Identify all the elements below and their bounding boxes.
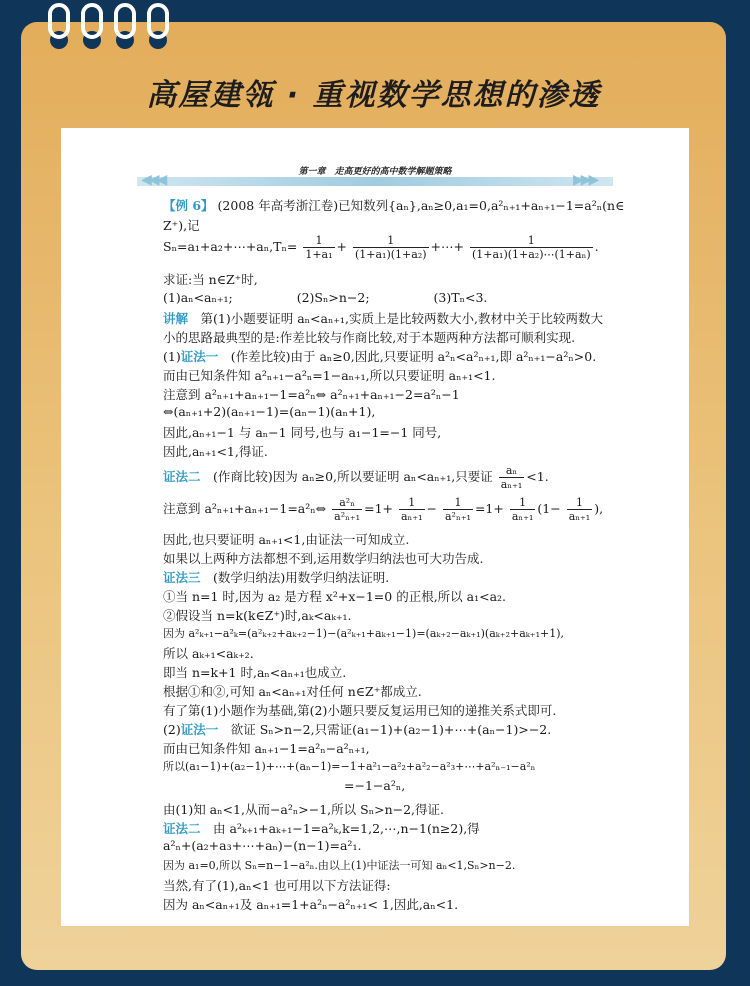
text: a²ₙ+(a₂+a₃+⋯+aₙ)−(n−1)=a²₁. bbox=[163, 838, 362, 853]
text-line-15 bbox=[163, 496, 603, 523]
text-line-20 bbox=[163, 606, 352, 624]
text: . bbox=[594, 239, 599, 254]
text: <1. bbox=[526, 469, 549, 484]
text: 因此,也只要证明 aₙ₊₁<1,由证法一可知成立. bbox=[163, 532, 410, 547]
text-line-28 bbox=[163, 758, 535, 774]
text: +⋯+ bbox=[430, 239, 464, 254]
text: (2008 年高考浙江卷)已知数列{aₙ},aₙ≥0,a₁=0,a²ₙ₊₁+aₙ₊₁−1=a²ₙ(n∈ bbox=[217, 198, 625, 213]
denominator: 1+a₁ bbox=[305, 248, 333, 261]
text: 而由已知条件知 a²ₙ₊₁−a²ₙ=1−aₙ₊₁,所以只要证明 aₙ₊₁<1. bbox=[163, 368, 496, 383]
text: (2) bbox=[163, 722, 181, 737]
text-line-25 bbox=[163, 701, 556, 719]
text-line-32 bbox=[163, 838, 361, 853]
text: 因此,aₙ₊₁<1,得证. bbox=[163, 444, 268, 459]
text: 因为 a₁=0,所以 Sₙ=n−1−a²ₙ.由以上(1)中证法一可知 aₙ<1,Sₙ>n−2. bbox=[163, 859, 516, 872]
text: (1)aₙ<aₙ₊₁; bbox=[163, 290, 233, 305]
text: Z⁺),记 bbox=[163, 218, 200, 233]
binder-ring-4 bbox=[147, 3, 169, 39]
text-line-19 bbox=[163, 587, 506, 605]
text: =1+ bbox=[364, 501, 393, 516]
fraction bbox=[470, 234, 593, 261]
text-line-2 bbox=[163, 216, 200, 234]
text: (2)Sₙ>n−2; bbox=[296, 290, 370, 305]
text-line-11 bbox=[163, 404, 375, 419]
fraction bbox=[303, 234, 334, 261]
text: 因为 a²ₖ₊₁−a²ₖ=(a²ₖ₊₂+aₖ₊₂−1)−(a²ₖ₊₁+aₖ₊₁−1)=(aₖ₊₂−aₖ₊₁)(aₖ₊₂+aₖ₊₁+1), bbox=[163, 627, 564, 640]
numerator: 1 bbox=[567, 496, 593, 510]
text: 由(1)知 aₙ<1,从而−a²ₙ>−1,所以 Sₙ>n−2,得证. bbox=[163, 802, 445, 817]
text-line-33 bbox=[163, 857, 515, 873]
left-arrows-icon: ◀◀◀ bbox=[141, 172, 165, 188]
fraction bbox=[499, 464, 525, 491]
denominator: a²ₙ₊₁ bbox=[334, 510, 361, 523]
text-line-16 bbox=[163, 530, 409, 548]
tag: 证法一 bbox=[180, 722, 219, 737]
numerator: 1 bbox=[443, 496, 473, 510]
text: (数学归纳法)用数学归纳法证明. bbox=[200, 570, 390, 585]
denominator: a²ₙ₊₁ bbox=[445, 510, 471, 523]
text: 第(1)小题要证明 aₙ<aₙ₊₁,实质上是比较两数大小,教材中关于比较两数大 bbox=[188, 311, 603, 326]
tag: 证法三 bbox=[163, 570, 201, 585]
text: (3)Tₙ<3. bbox=[433, 290, 488, 305]
text: ⇔(aₙ₊₁+2)(aₙ₊₁−1)=(aₙ−1)(aₙ+1), bbox=[163, 404, 376, 419]
book-page bbox=[61, 128, 689, 926]
denominator: (1+a₁)(1+a₂) bbox=[354, 248, 427, 261]
text-line-5 bbox=[163, 290, 487, 305]
text: =−1−a²ₙ, bbox=[344, 778, 406, 793]
banner-headline: 高屋建瓴 · 重视数学思想的渗透 bbox=[146, 78, 601, 113]
text: (作差比较)由于 aₙ≥0,因此,只要证明 a²ₙ<a²ₙ₊₁,即 a²ₙ₊₁−a²ₙ>0. bbox=[218, 349, 597, 364]
text-line-27 bbox=[163, 739, 370, 757]
text: 因为 aₙ<aₙ₊₁及 aₙ₊₁=1+a²ₙ−a²ₙ₊₁< 1,因此,aₙ<1. bbox=[163, 897, 459, 912]
text: 根据①和②,可知 aₙ<aₙ₊₁对任何 n∈Z⁺都成立. bbox=[163, 684, 422, 699]
text: 即当 n=k+1 时,aₙ<aₙ₊₁也成立. bbox=[163, 665, 347, 680]
text-line-7 bbox=[163, 328, 575, 346]
tag: 证法二 bbox=[163, 469, 201, 484]
example-label: 【例 6】 bbox=[163, 198, 214, 213]
text-line-34 bbox=[163, 876, 391, 894]
denominator: aₙ₊₁ bbox=[400, 510, 423, 523]
binder-ring-2 bbox=[81, 3, 103, 39]
text: 所以 aₖ₊₁<aₖ₊₂. bbox=[163, 646, 254, 661]
text-line-21 bbox=[163, 625, 564, 641]
text: 如果以上两种方法都想不到,运用数学归纳法也可大功告成. bbox=[163, 551, 484, 566]
header-band bbox=[137, 177, 613, 186]
text-line-31 bbox=[163, 819, 480, 837]
text-line-6 bbox=[163, 309, 603, 327]
text: 由 a²ₖ₊₁+aₖ₊₁−1=a²ₖ,k=1,2,⋯,n−1(n≥2),得 bbox=[200, 821, 480, 836]
text: (1− bbox=[537, 501, 561, 516]
numerator: 1 bbox=[510, 496, 536, 510]
text: − bbox=[426, 501, 438, 516]
text: 小的思路最典型的是:作差比较与作商比较,对于本题两种方法都可顺利实现. bbox=[163, 330, 576, 345]
text-line-9 bbox=[163, 366, 495, 384]
numerator: 1 bbox=[303, 234, 334, 248]
text: ), bbox=[594, 501, 604, 516]
text-line-30 bbox=[163, 800, 444, 818]
right-arrows-icon: ▶▶▶ bbox=[573, 172, 597, 188]
text: 当然,有了(1),aₙ<1 也可用以下方法证得: bbox=[163, 878, 391, 893]
binder-rings bbox=[48, 3, 178, 53]
text-line-23 bbox=[163, 663, 346, 681]
text-line-22 bbox=[163, 644, 254, 662]
fraction bbox=[443, 496, 473, 523]
text-line-14 bbox=[163, 464, 549, 491]
numerator: 1 bbox=[399, 496, 425, 510]
text-line-26 bbox=[163, 720, 551, 738]
text: 而由已知条件知 aₙ₊₁−1=a²ₙ−a²ₙ₊₁, bbox=[163, 741, 370, 756]
text: ②假设当 n=k(k∈Z⁺)时,aₖ<aₖ₊₁. bbox=[163, 608, 352, 623]
fraction bbox=[353, 234, 429, 261]
text-line-4 bbox=[163, 270, 258, 288]
text: 因此,aₙ₊₁−1 与 aₙ−1 同号,也与 a₁−1=−1 同号, bbox=[163, 425, 442, 440]
text: 求证:当 n∈Z⁺时, bbox=[163, 272, 258, 287]
text-line-10 bbox=[163, 385, 460, 403]
text: 注意到 a²ₙ₊₁+aₙ₊₁−1=a²ₙ⇔ a²ₙ₊₁+aₙ₊₁−2=a²ₙ−1 bbox=[163, 387, 460, 402]
text-line-17 bbox=[163, 549, 483, 567]
tag: 证法二 bbox=[163, 821, 201, 836]
text: =1+ bbox=[474, 501, 504, 516]
text-line-13 bbox=[163, 442, 268, 460]
text-line-29 bbox=[344, 778, 405, 793]
numerator: 1 bbox=[470, 234, 593, 248]
text-line-12 bbox=[163, 423, 441, 441]
text: 有了第(1)小题作为基础,第(2)小题只要反复运用已知的递推关系式即可. bbox=[163, 703, 557, 718]
binder-ring-1 bbox=[48, 3, 70, 39]
fraction bbox=[510, 496, 536, 523]
denominator: aₙ₊₁ bbox=[511, 510, 534, 523]
binder-ring-3 bbox=[114, 3, 136, 39]
tag: 讲解 bbox=[163, 311, 189, 326]
denominator: aₙ₊₁ bbox=[500, 478, 523, 491]
numerator: aₙ bbox=[499, 464, 525, 478]
text-line-18 bbox=[163, 568, 389, 586]
numerator: 1 bbox=[353, 234, 429, 248]
text: Sₙ=a₁+a₂+⋯+aₙ,Tₙ= bbox=[163, 239, 298, 254]
text: ①当 n=1 时,因为 a₂ 是方程 x²+x−1=0 的正根,所以 a₁<a₂. bbox=[163, 589, 507, 604]
text: 注意到 a²ₙ₊₁+aₙ₊₁−1=a²ₙ⇔ bbox=[163, 501, 327, 516]
text: (作商比较)因为 aₙ≥0,所以要证明 aₙ<aₙ₊₁,只要证 bbox=[200, 469, 493, 484]
running-head: 第一章 走高更好的高中数学解题策略 bbox=[298, 167, 452, 177]
text-line-8 bbox=[163, 347, 596, 365]
numerator: a²ₙ bbox=[332, 496, 362, 510]
text: (1) bbox=[163, 349, 181, 364]
text-line-24 bbox=[163, 682, 422, 700]
text-line-35 bbox=[163, 895, 458, 913]
fraction bbox=[567, 496, 593, 523]
text-line-3: Sₙ=a₁+a₂+⋯+aₙ,Tₙ= $\frac{1}{\text{1+a₁}}$ + $\frac{1}{\text{(1+a₁)(1+a₂)}}$ +⋯+ $\frac{1}{\text{(1+a₁)(1+a₂)⋯(1+aₙ)}}$ . bbox=[163, 234, 599, 261]
denominator: aₙ₊₁ bbox=[568, 510, 591, 523]
text-line-1 bbox=[163, 196, 624, 214]
fraction bbox=[332, 496, 362, 523]
tag: 证法一 bbox=[180, 349, 219, 364]
denominator: (1+a₁)(1+a₂)⋯(1+aₙ) bbox=[471, 248, 591, 261]
text: 所以(a₁−1)+(a₂−1)+⋯+(aₙ−1)=−1+a²₁−a²₂+a²₂−a²₃+⋯+a²ₙ₋₁−a²ₙ bbox=[163, 760, 536, 773]
fraction bbox=[399, 496, 425, 523]
text: 欲证 Sₙ>n−2,只需证(a₁−1)+(a₂−1)+⋯+(aₙ−1)>−2. bbox=[218, 722, 552, 737]
